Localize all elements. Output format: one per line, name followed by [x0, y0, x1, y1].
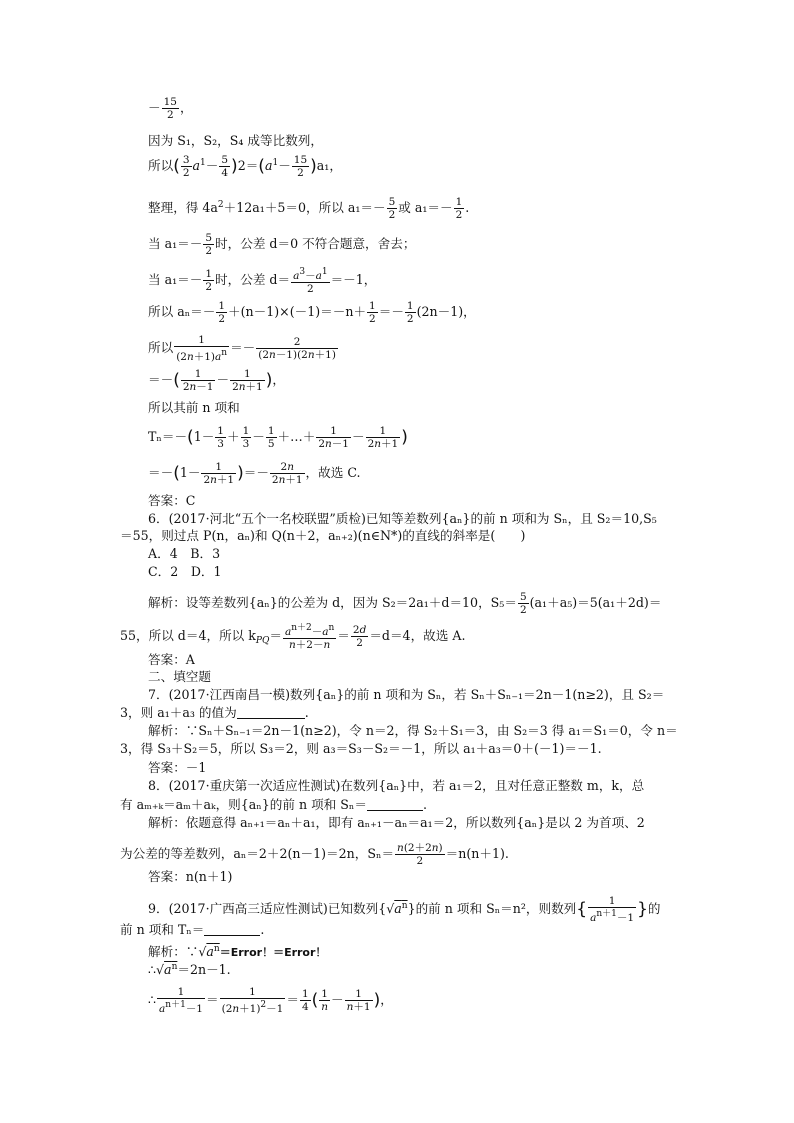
question-stem: 9．(2017·广西高三适应性测试)已知数列$\{√a^n\}$的前 n 项和 Sₙ＝n²，则数列{ $\frac{1}{an+1-1}$ }的: [148, 895, 661, 924]
equation-line: 所以 aₙ＝－ $\frac{1}{2}$ ＋(n－1)×(－1)＝－n＋ $\frac{1}{2}$ ＝－ $\frac{1}{2}$ (2n－1)，: [148, 300, 476, 325]
question-stem: ＝55，则过点 P(n，aₙ)和 Q(n＋2，aₙ₊₂)(n∈N*)的直线的斜率是( ): [120, 528, 526, 543]
solution-line: 3，得 S₃＋S₂＝5，所以 S₃＝2，则 a₃＝S₃－S₂＝－1，所以 a₁＋a₃＝0＋(－1)＝－1.: [120, 741, 602, 756]
section-heading: 二、填空题: [148, 669, 211, 684]
solution-line: 为公差的等差数列，aₙ＝2＋2(n－1)＝2n，Sₙ＝ $\frac{n(2+2n)}{2}$ ＝n(n＋1).: [120, 842, 509, 867]
question-stem: 7．(2017·江西南昌一模)数列{aₙ}的前 n 项和为 Sₙ，若 Sₙ＋Sₙ₋₁＝2n－1(n≥2)，且 S₂＝: [148, 687, 665, 702]
equation-line: Tₙ＝－(1－ $\frac{1}{3}$ ＋ $\frac{1}{3}$ － $\frac{1}{5}$ ＋…＋ $\frac{1}{2n-1}$ － $\frac{1}{2n+1}$ ): [148, 425, 408, 450]
solution-line: 解析：$\because√a^n=Error$！＝Error！: [148, 944, 327, 959]
solution-line: 解析：依题意得 aₙ₊₁＝aₙ＋a₁，即有 aₙ₊₁－aₙ＝a₁＝2，所以数列{aₙ}是以 2 为首项、2: [148, 815, 645, 830]
leftover-fraction: － $\frac{15}{2}$ ，: [148, 96, 193, 121]
options-line: C．2 D．1: [148, 564, 222, 579]
equation-line: 当 a₁＝－ $\frac{5}{2}$ 时，公差 d＝0 不符合题意，舍去；: [148, 232, 416, 257]
question-stem: 3，则 a₁＋a₃ 的值为 .: [120, 705, 309, 720]
question-stem: 8．(2017·重庆第一次适应性测试)在数列{aₙ}中，若 a₁＝2，且对任意正整数 m，k，总: [148, 778, 645, 793]
solution-line: ∴ $\frac{1}{an+1-1}$ ＝ $\frac{1}{(2n+1)2-1}$ ＝ $\frac{1}{4}$ ( $\frac{1}{n}$ － $\frac{1}{n+1}$ )，: [148, 986, 393, 1015]
solution-line: 解析：设等差数列{aₙ}的公差为 d，因为 S₂＝2a₁＋d＝10，S₅＝ $\frac{5}{2}$ (a₁＋a₅)＝5(a₁＋2d)＝: [148, 591, 662, 616]
answer-line: 答案：A: [148, 652, 195, 667]
question-stem: 有 aₘ₊ₖ＝aₘ＋aₖ，则{aₙ}的前 n 项和 Sₙ＝ .: [120, 797, 427, 812]
question-stem: 前 n 项和 Tₙ＝ .: [120, 922, 265, 937]
answer-line: 答案：n(n＋1): [148, 869, 233, 884]
equation-line: 整理，得 $4a^2+12a_1+5=0$，所以 a₁＝－ $\frac{5}{2}$ 或 a₁＝－ $\frac{1}{2}$ .: [148, 196, 470, 221]
solution-line: $\therefore√a^n=2n-1$.: [148, 962, 231, 977]
options-line: A．4 B．3: [148, 546, 221, 561]
equation-line: 当 a₁＝－ $\frac{1}{2}$ 时，公差 d＝ $\frac{a3-a1}{2}$ ＝－1，: [148, 267, 377, 295]
answer-blank: [367, 798, 423, 811]
question-stem: 6．(2017·河北“五个一名校联盟”质检)已知等差数列{aₙ}的前 n 项和为 Sₙ，且 S₂＝10,S₅: [148, 511, 657, 526]
equation-line: 所以 $\frac{1}{(2n+1)an}$ ＝－ $\frac{2}{(2n-1)(2n+1)}$: [148, 334, 336, 363]
answer-line: 答案：C: [148, 493, 196, 508]
answer-blank: [204, 923, 260, 936]
answer-line: 答案：－1: [148, 760, 207, 775]
answer-blank: [237, 706, 305, 719]
text-line: 所以其前 n 项和: [148, 400, 240, 415]
solution-line: 解析：∵Sₙ＋Sₙ₋₁＝2n－1(n≥2)，令 n＝2，得 S₂＋S₁＝3，由 S₂＝3 得 a₁＝S₁＝0，令 n＝: [148, 723, 678, 738]
equation-line: 所以( $\frac{3}{2}$ $a^1-$ $\frac{5}{4}$ )$2=(a^1-$ $\frac{15}{2}$ )a₁，: [148, 154, 342, 179]
text-line: 因为 S₁，S₂，S₄ 成等比数列，: [148, 133, 323, 148]
equation-line: ＝－( $\frac{1}{2n-1}$ － $\frac{1}{2n+1}$ )，: [148, 368, 285, 393]
solution-line: 55，所以 d＝4，所以 $k_{PQ}=$ $\frac{an+2-an}{n+2-n}$ ＝ $\frac{2d}{2}$ ＝d＝4，故选 A.: [120, 623, 466, 651]
equation-line: ＝－(1－ $\frac{1}{2n+1}$ )＝－ $\frac{2n}{2n+1}$ ，故选 C.: [148, 461, 361, 486]
